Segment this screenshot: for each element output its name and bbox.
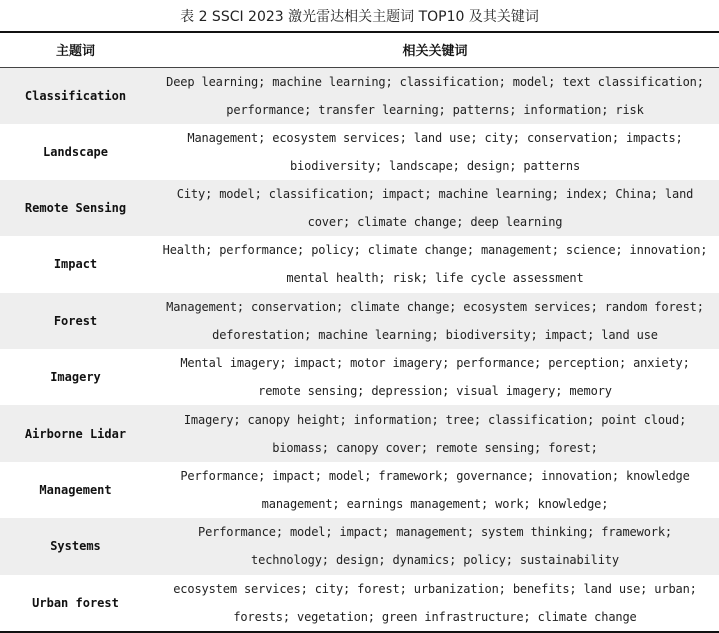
table-row bbox=[0, 236, 719, 292]
topic-cell: Remote Sensing bbox=[24, 201, 127, 216]
keywords-cell: Management; conservation; climate change; ecosystem services; random forest; deforestation; machine learning; biodiversity; impact; land use bbox=[166, 299, 704, 342]
table-header-row bbox=[0, 32, 719, 67]
topic-cell: Landscape bbox=[42, 144, 109, 159]
table-row bbox=[0, 293, 719, 349]
keywords-cell: Performance; model; impact; management; system thinking; framework; technology; design; dynamics; policy; sustainability bbox=[198, 525, 672, 568]
table-row bbox=[0, 349, 719, 405]
topic-cell: Airborne Lidar bbox=[24, 426, 127, 441]
keywords-cell: Health; performance; policy; climate change; management; science; innovation; mental health; risk; life cycle assessment bbox=[162, 243, 708, 286]
table-row bbox=[0, 575, 719, 632]
table-row bbox=[0, 67, 719, 124]
keywords-cell: City; model; classification; impact; machine learning; index; China; land cover; climate change; deep learning bbox=[176, 187, 694, 230]
topic-cell: Management bbox=[39, 483, 112, 498]
topic-cell: Imagery bbox=[50, 370, 101, 385]
topic-cell: Classification bbox=[24, 88, 127, 103]
keywords-cell: Management; ecosystem services; land use; city; conservation; impacts; biodiversity; landscape; design; patterns bbox=[187, 130, 683, 173]
keywords-cell: Imagery; canopy height; information; tree; classification; point cloud; biomass; canopy cover; remote sensing; forest; bbox=[183, 412, 687, 455]
keywords-cell: ecosystem services; city; forest; urbanization; benefits; land use; urban; forests; vegetation; green infrastructure; climate change bbox=[173, 581, 697, 624]
table-row bbox=[0, 180, 719, 236]
table-row bbox=[0, 405, 719, 461]
table-row bbox=[0, 462, 719, 518]
topic-cell: Systems bbox=[50, 539, 101, 554]
topic-cell: Impact bbox=[53, 257, 98, 272]
table-caption: 表 2 SSCI 2023 激光雷达相关主题词 TOP10 及其关键词 bbox=[180, 9, 539, 25]
topic-cell: Urban forest bbox=[32, 595, 119, 610]
table-row bbox=[0, 124, 719, 180]
keywords-cell: Mental imagery; impact; motor imagery; performance; perception; anxiety; remote sensing; depression; visual imagery; memory bbox=[180, 356, 690, 399]
keywords-cell: Deep learning; machine learning; classification; model; text classification; performance; transfer learning; patterns; information; risk bbox=[166, 74, 704, 117]
topic-cell: Forest bbox=[53, 313, 98, 328]
keywords-cell: Performance; impact; model; framework; governance; innovation; knowledge management; earnings management; work; knowledge; bbox=[180, 469, 690, 512]
header-keywords: 相关关键词 bbox=[402, 44, 468, 60]
table-row bbox=[0, 518, 719, 574]
keyword-table bbox=[0, 31, 719, 633]
header-topic: 主题词 bbox=[55, 44, 95, 60]
